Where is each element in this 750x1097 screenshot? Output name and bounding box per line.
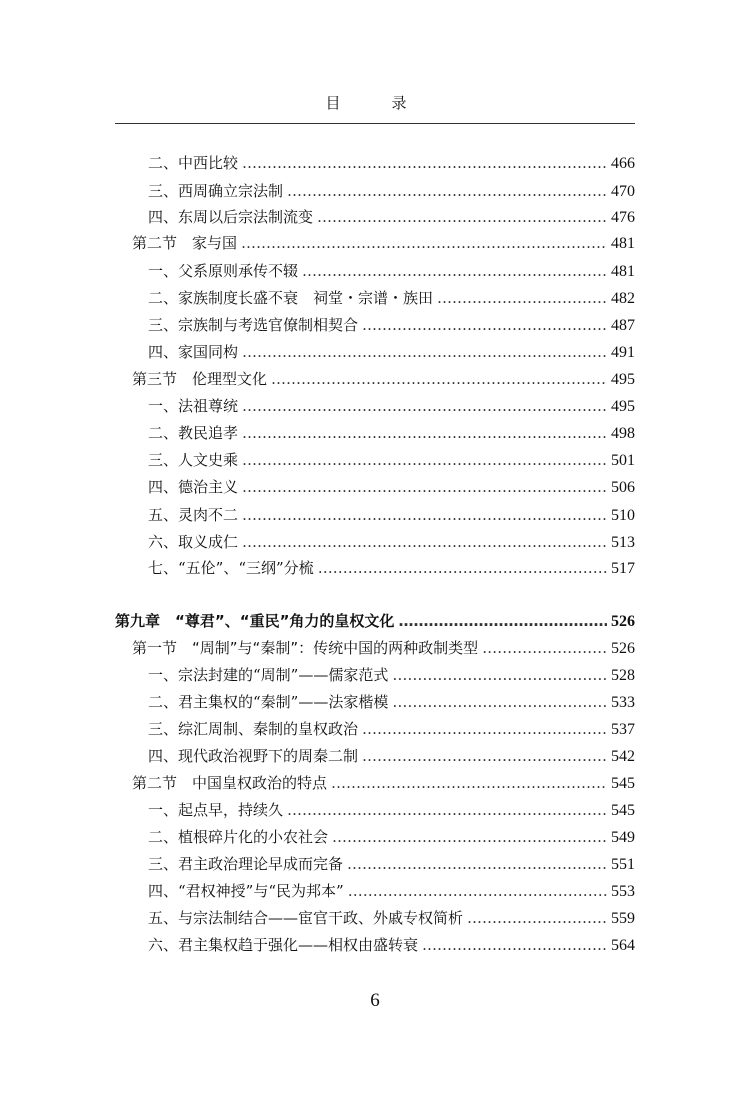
toc-entry[interactable]	[148, 850, 635, 878]
toc-entry-page: 510	[611, 507, 635, 524]
toc-entry-page: 545	[611, 802, 635, 819]
dot-leader	[317, 203, 607, 231]
toc-entry-title: 二、家族制度长盛不衰 祠堂・宗谱・族田	[148, 289, 434, 307]
toc-entry-title: 二、君主集权的“秦制”——法家楷模	[148, 693, 389, 711]
toc-entry[interactable]	[148, 688, 635, 716]
dot-leader	[347, 850, 607, 878]
page-number: 6	[370, 990, 380, 1011]
dot-leader	[242, 338, 607, 366]
toc-entry-title: 一、父系原则承传不辍	[148, 262, 299, 280]
toc-entry-title: 第二节 家与国	[132, 234, 238, 252]
dot-leader	[398, 607, 607, 635]
toc-section[interactable]	[132, 365, 635, 393]
dot-leader	[392, 688, 607, 716]
toc-entry-title: 五、灵肉不二	[148, 506, 239, 524]
toc-entry-page: 517	[611, 560, 635, 577]
toc-entry-title: 六、取义成仁	[148, 533, 239, 551]
dot-leader	[287, 177, 607, 205]
dot-leader	[302, 257, 607, 285]
toc-entry[interactable]	[148, 823, 635, 851]
toc-entry-page: 482	[611, 290, 635, 307]
toc-entry-page: 526	[611, 640, 635, 657]
toc-entry[interactable]	[148, 446, 635, 474]
toc-entry[interactable]	[148, 904, 635, 932]
toc-entry-title: 二、中西比较	[148, 154, 239, 172]
dot-leader	[348, 877, 607, 905]
toc-entry-title: 二、教民追孝	[148, 424, 239, 442]
toc-entry-title: 四、“君权神授”与“民为邦本”	[148, 882, 344, 900]
toc-entry-title: 第九章 “尊君”、“重民”角力的皇权文化	[115, 612, 395, 630]
dot-leader	[467, 904, 607, 932]
dot-leader	[318, 554, 607, 582]
toc-entry-title: 四、德治主义	[148, 478, 239, 496]
dot-leader	[271, 365, 607, 393]
dot-leader	[362, 742, 607, 770]
dot-leader	[242, 501, 607, 529]
toc-entry-page: 545	[611, 775, 635, 792]
toc-entry-page: 537	[611, 721, 635, 738]
toc-entry-page: 559	[611, 910, 635, 927]
toc-entry-title: 四、家国同构	[148, 343, 239, 361]
toc-section[interactable]	[132, 769, 635, 797]
toc-entry-title: 第二节 中国皇权政治的特点	[132, 774, 328, 792]
dot-leader	[482, 634, 607, 662]
dot-leader	[287, 796, 607, 824]
toc-section[interactable]	[132, 634, 635, 662]
toc-entry-title: 第一节 “周制”与“秦制”：传统中国的两种政制类型	[132, 639, 479, 657]
toc-entry[interactable]	[148, 742, 635, 770]
dot-leader	[242, 446, 607, 474]
toc-entry-page: 481	[611, 235, 635, 252]
toc-entry[interactable]	[148, 473, 635, 501]
toc-entry-page: 487	[611, 317, 635, 334]
toc-entry-page: 513	[611, 534, 635, 551]
toc-entry[interactable]	[148, 931, 635, 959]
toc-entry[interactable]	[148, 877, 635, 905]
toc-entry-page: 528	[611, 667, 635, 684]
toc-entry-title: 三、宗族制与考选官僚制相契合	[148, 316, 359, 334]
dot-leader	[362, 311, 607, 339]
toc-entry-title: 三、人文史乘	[148, 451, 239, 469]
toc-entry-page: 466	[611, 155, 635, 172]
dot-leader	[437, 284, 607, 312]
toc-chapter[interactable]	[115, 607, 635, 635]
dot-leader	[331, 769, 607, 797]
dot-leader	[242, 473, 607, 501]
toc-entry[interactable]	[148, 419, 635, 447]
toc-entry-page: 481	[611, 263, 635, 280]
toc-entry-page: 476	[611, 209, 635, 226]
running-header: 目 录	[325, 94, 425, 112]
toc-entry-title: 二、植根碎片化的小农社会	[148, 828, 329, 846]
toc-entry-page: 526	[611, 613, 635, 630]
toc-entry-page: 491	[611, 344, 635, 361]
toc-entry-page: 495	[611, 398, 635, 415]
toc-entry-title: 七、“五伦”、“三纲”分梳	[148, 559, 314, 577]
dot-leader	[242, 419, 607, 447]
toc-entry-page: 470	[611, 183, 635, 200]
toc-entry[interactable]	[148, 796, 635, 824]
toc-entry-title: 三、综汇周制、秦制的皇权政治	[148, 720, 359, 738]
toc-entry-title: 三、君主政治理论早成而完备	[148, 855, 344, 873]
toc-entry-title: 第三节 伦理型文化	[132, 370, 268, 388]
toc-entry[interactable]	[148, 311, 635, 339]
toc-entry[interactable]	[148, 149, 635, 177]
header-rule	[115, 123, 635, 124]
toc-entry[interactable]	[148, 338, 635, 366]
toc-entry-title: 一、起点早，持续久	[148, 801, 284, 819]
toc-entry-title: 六、君主集权趋于强化——相权由盛转衰	[148, 936, 419, 954]
toc-entry-title: 四、东周以后宗法制流变	[148, 208, 314, 226]
toc-section[interactable]	[132, 229, 635, 257]
toc-entry[interactable]	[148, 661, 635, 689]
toc-entry-page: 551	[611, 856, 635, 873]
dot-leader	[332, 823, 607, 851]
toc-entry[interactable]	[148, 501, 635, 529]
toc-entry[interactable]	[148, 392, 635, 420]
toc-entry-page: 553	[611, 883, 635, 900]
toc-entry-title: 四、现代政治视野下的周秦二制	[148, 747, 359, 765]
toc-entry[interactable]	[148, 528, 635, 556]
toc-entry[interactable]	[148, 257, 635, 285]
dot-leader	[241, 229, 607, 257]
dot-leader	[242, 392, 607, 420]
toc-entry-page: 533	[611, 694, 635, 711]
toc-entry-title: 一、法祖尊统	[148, 397, 239, 415]
toc-entry[interactable]	[148, 715, 635, 743]
toc-entry-page: 501	[611, 452, 635, 469]
toc-entry-page: 495	[611, 371, 635, 388]
toc-entry[interactable]	[148, 177, 635, 205]
toc-entry-page: 564	[611, 937, 635, 954]
dot-leader	[242, 149, 607, 177]
toc-entry-title: 三、西周确立宗法制	[148, 182, 284, 200]
toc-entry-page: 506	[611, 479, 635, 496]
toc-entry-title: 一、宗法封建的“周制”——儒家范式	[148, 666, 389, 684]
dot-leader	[392, 661, 607, 689]
toc-entry[interactable]	[148, 203, 635, 231]
dot-leader	[362, 715, 607, 743]
toc-entry[interactable]	[148, 554, 635, 582]
toc-entry-title: 五、与宗法制结合——宦官干政、外戚专权简析	[148, 909, 464, 927]
toc-entry[interactable]	[148, 284, 635, 312]
toc-entry-page: 542	[611, 748, 635, 765]
dot-leader	[242, 528, 607, 556]
toc-entry-page: 549	[611, 829, 635, 846]
toc-entry-page: 498	[611, 425, 635, 442]
dot-leader	[422, 931, 607, 959]
